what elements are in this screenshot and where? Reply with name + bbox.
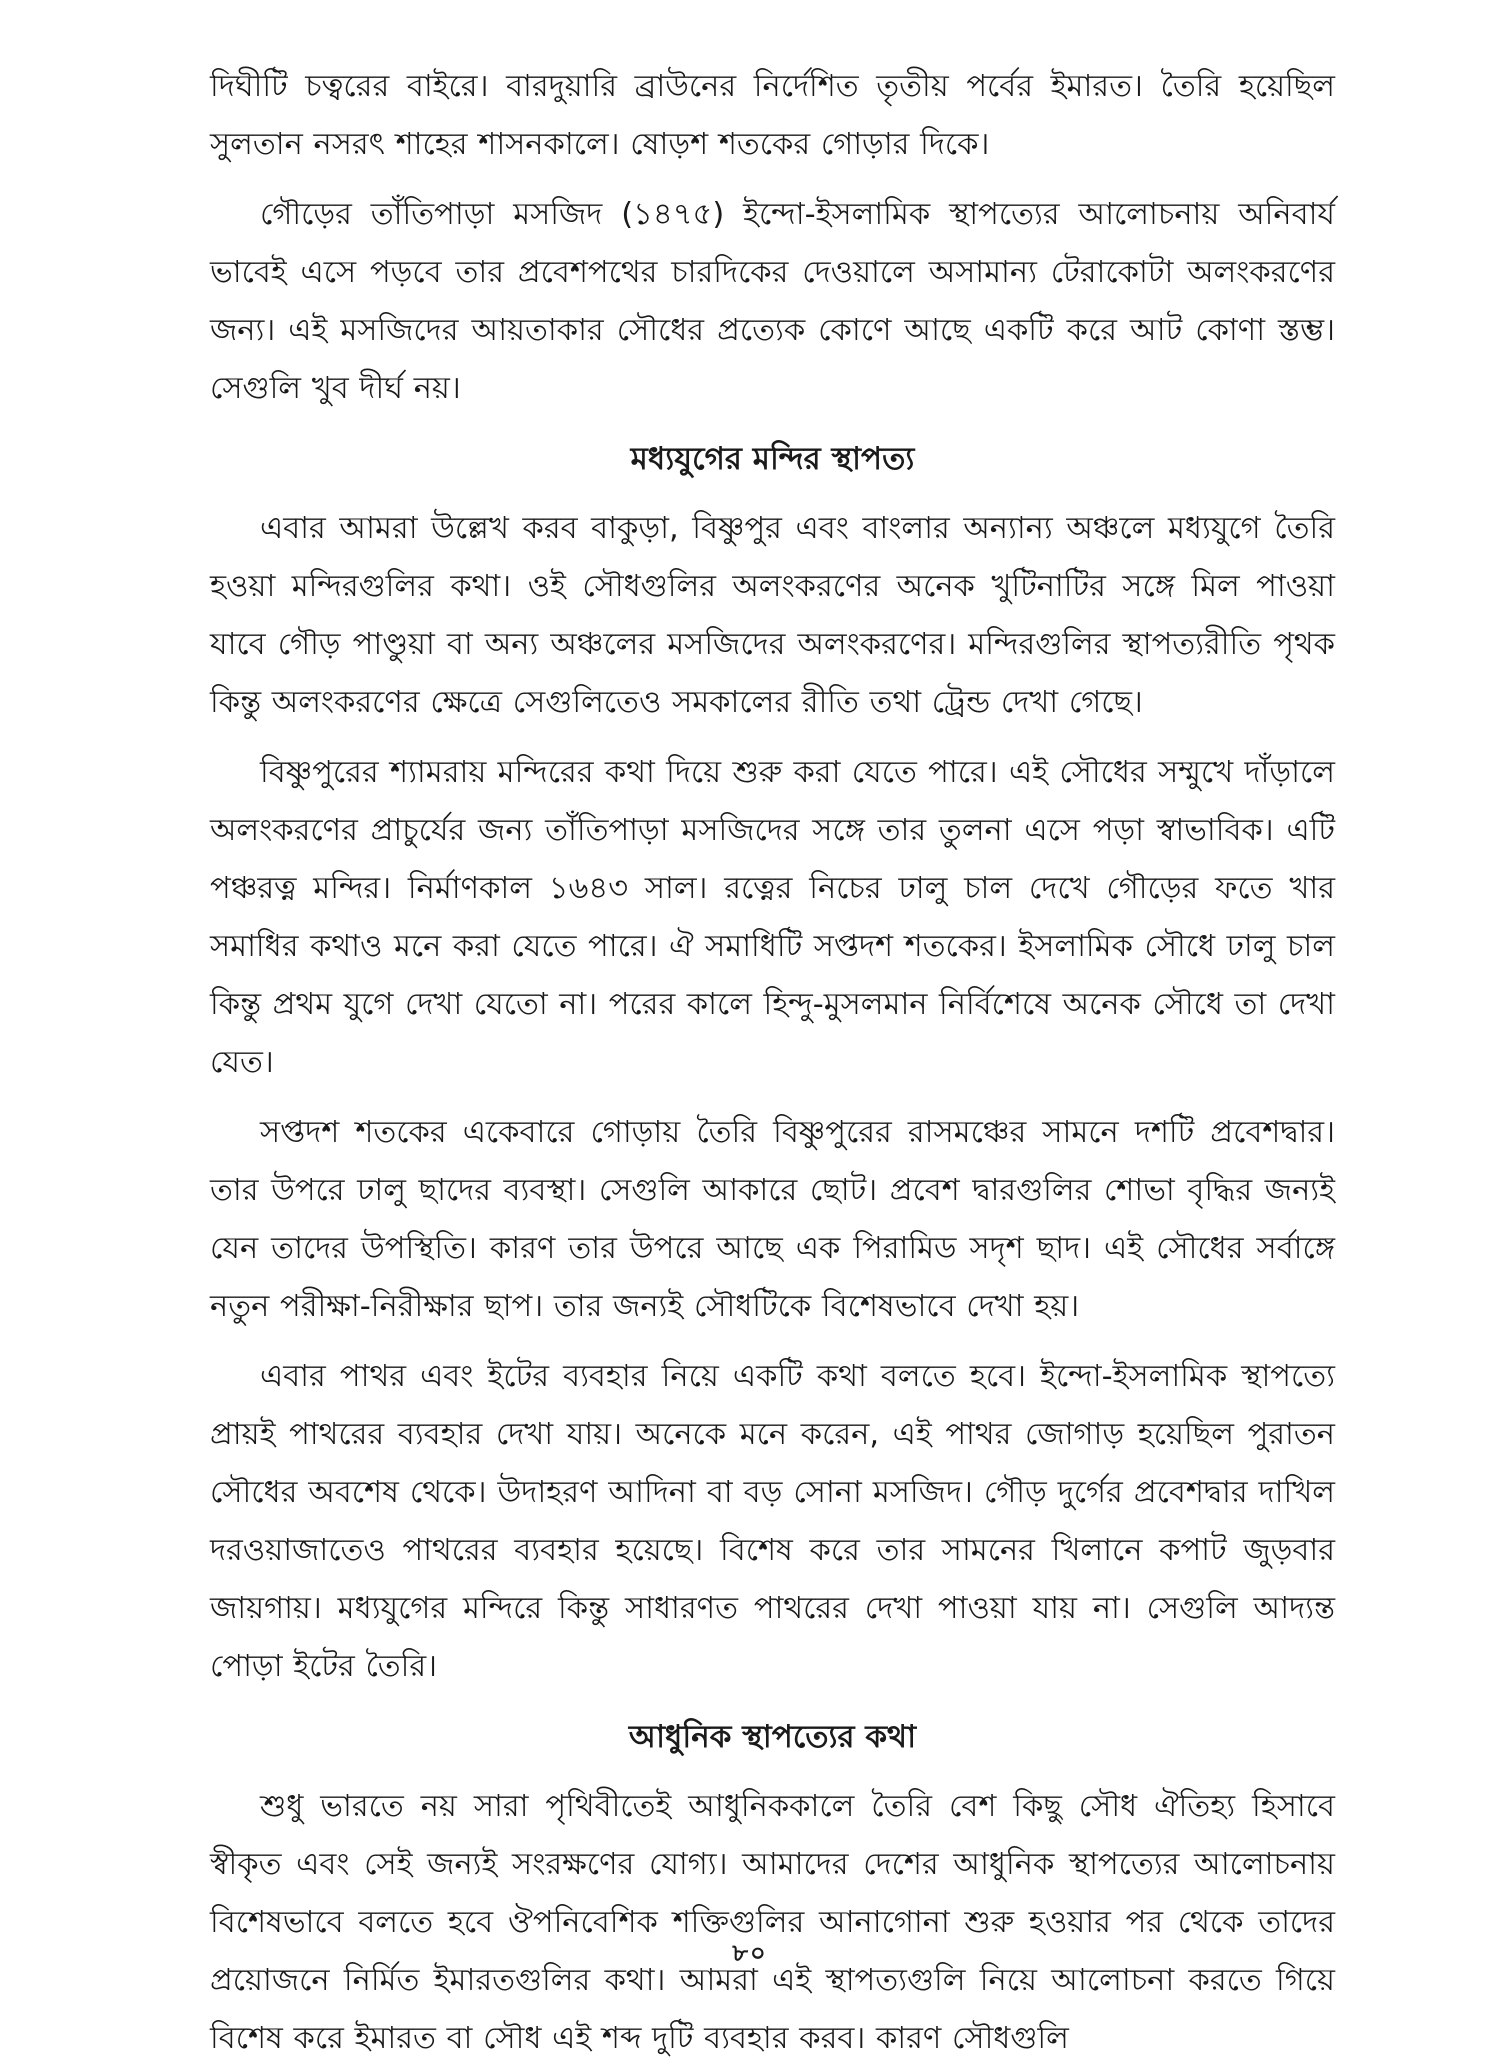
section-heading-modern-architecture: আধুনিক স্থাপত্যের কথা (628, 1719, 917, 1755)
paragraph-tantipara-mosque: গৌড়ের তাঁতিপাড়া মসজিদ (১৪৭৫) ইন্দো-ইসলামিক স্থাপত্যের আলোচনায় অনিবার্য ভাবেই এসে পড়বে তার প্রবেশপথের চারদিকের দেওয়ালে অসামান্য টেরাকোটা অলংকরণের জন্য। এই মসজিদের আয়তাকার সৌধের প্রত্যেক কোণে আছে একটি করে আট কোণা স্তম্ভ। সেগুলি খুব দীর্ঘ নয়। (210, 197, 1335, 406)
paragraph-continuation: দিঘীটি চত্বরের বাইরে। বারদুয়ারি ব্রাউনের নির্দেশিত তৃতীয় পর্বের ইমারত। তৈরি হয়েছিল সুলতান নসরৎ শাহের শাসনকালে। ষোড়শ শতকের গোড়ার দিকে। (210, 69, 1335, 162)
section-heading-medieval-temple: মধ্যযুগের মন্দির স্থাপত্য (630, 441, 915, 477)
page-number: ৮০ (732, 1939, 768, 1967)
paragraph-modern-architecture: শুধু ভারতে নয় সারা পৃথিবীতেই আধুনিককালে তৈরি বেশ কিছু সৌধ ঐতিহ্য হিসাবে স্বীকৃত এবং সেই জন্যই সংরক্ষণের যোগ্য। আমাদের দেশের আধুনিক স্থাপত্যের আলোচনায় বিশেষভাবে বলতে হবে ঔপনিবেশিক শক্তিগুলির আনাগোনা শুরু হওয়ার পর থেকে তাদের প্রয়োজনে নির্মিত ইমারতগুলির কথা। আমরা এই স্থাপত্যগুলি নিয়ে আলোচনা করতে গিয়ে বিশেষ করে ইমারত বা সৌধ এই শব্দ দুটি ব্যবহার করব। কারণ সৌধগুলি (210, 1789, 1335, 2056)
paragraph-rasmancha: সপ্তদশ শতকের একেবারে গোড়ায় তৈরি বিষ্ণুপুরের রাসমঞ্চের সামনে দশটি প্রবেশদ্বার। তার উপরে ঢালু ছাদের ব্যবস্থা। সেগুলি আকারে ছোট। প্রবেশ দ্বারগুলির শোভা বৃদ্ধির জন্যই যেন তাদের উপস্থিতি। কারণ তার উপরে আছে এক পিরামিড সদৃশ ছাদ। এই সৌধের সর্বাঙ্গে নতুন পরীক্ষা-নিরীক্ষার ছাপ। তার জন্যই সৌধটিকে বিশেষভাবে দেখা হয়। (210, 1115, 1335, 1324)
paragraph-medieval-temples: এবার আমরা উল্লেখ করব বাকুড়া, বিষ্ণুপুর এবং বাংলার অন্যান্য অঞ্চলে মধ্যযুগে তৈরি হওয়া মন্দিরগুলির কথা। ওই সৌধগুলির অলংকরণের অনেক খুটিনাটির সঙ্গে মিল পাওয়া যাবে গৌড় পাণ্ডুয়া বা অন্য অঞ্চলের মসজিদের অলংকরণের। মন্দিরগুলির স্থাপত্যরীতি পৃথক কিন্তু অলংকরণের ক্ষেত্রে সেগুলিতেও সমকালের রীতি তথা ট্রেন্ড দেখা গেছে। (210, 511, 1335, 720)
paragraph-stone-and-brick: এবার পাথর এবং ইটের ব্যবহার নিয়ে একটি কথা বলতে হবে। ইন্দো-ইসলামিক স্থাপত্যে প্রায়ই পাথরের ব্যবহার দেখা যায়। অনেকে মনে করেন, এই পাথর জোগাড় হয়েছিল পুরাতন সৌধের অবশেষ থেকে। উদাহরণ আদিনা বা বড় সোনা মসজিদ। গৌড় দুর্গের প্রবেশদ্বার দাখিল দরওয়াজাতেও পাথরের ব্যবহার হয়েছে। বিশেষ করে তার সামনের খিলানে কপাট জুড়বার জায়গায়। মধ্যযুগের মন্দিরে কিন্তু সাধারণত পাথরের দেখা পাওয়া যায় না। সেগুলি আদ্যন্ত পোড়া ইটের তৈরি। (210, 1359, 1335, 1684)
paragraph-shyamrai-temple: বিষ্ণুপুরের শ্যামরায় মন্দিরের কথা দিয়ে শুরু করা যেতে পারে। এই সৌধের সম্মুখে দাঁড়ালে অলংকরণের প্রাচুর্যের জন্য তাঁতিপাড়া মসজিদের সঙ্গে তার তুলনা এসে পড়া স্বাভাবিক। এটি পঞ্চরত্ন মন্দির। নির্মাণকাল ১৬৪৩ সাল। রত্নের নিচের ঢালু চাল দেখে গৌড়ের ফতে খার সমাধির কথাও মনে করা যেতে পারে। ঐ সমাধিটি সপ্তদশ শতকের। ইসলামিক সৌধে ঢালু চাল কিন্তু প্রথম যুগে দেখা যেতো না। পরের কালে হিন্দু-মুসলমান নির্বিশেষে অনেক সৌধে তা দেখা যেত। (210, 755, 1335, 1080)
